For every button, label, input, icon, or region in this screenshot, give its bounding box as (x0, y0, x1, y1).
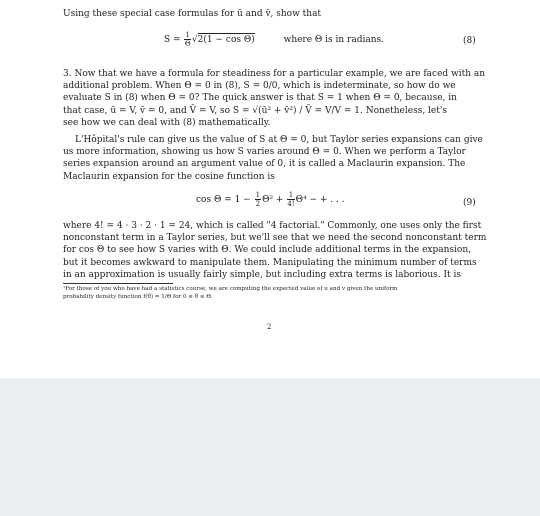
paragraph-4: L'Hôpital's rule can give us the value of S at Θ = 0, but Taylor series expansions can give us more information, showing us how S varies around Θ = 0. When we perform a Taylor series expansion around an argument value of 0, it is called a Maclaurin expansion. The Maclaurin expansion for the cosine function is (63, 135, 483, 182)
paragraph-5: where 4! = 4 · 3 · 2 · 1 = 24, which is called "4 factorial." Commonly, one uses only the first nonconstant term in a Taylor series, but we'll see that we need the second nonconstant term for cos Θ to see how S varies with Θ. We could include additional terms in the expansion, but it becomes awkward to manipulate them. Manipulating the minimum number of terms in an approximation is usually fairly simple, but including extra terms is laborious. It is (63, 221, 487, 280)
equation-9-number: (9) (463, 198, 476, 208)
page-number: 2 (267, 323, 272, 331)
fraction: $\frac{1}{4!}$ (287, 191, 295, 208)
equation-8-number: (8) (463, 36, 476, 46)
fraction: $\frac{1}{\Theta}$ (184, 31, 191, 48)
fraction: $\frac{1}{2}$ (255, 191, 261, 208)
equation-9: cos Θ = 1 − $\frac{1}{2}$ Θ² + $\frac{1}{4!}$ Θ⁴ − + . . . (196, 191, 345, 208)
footnote-rule (63, 283, 173, 284)
paragraph-3: 3. Now that we have a formula for steadiness for a particular example, we are faced with an additional problem. When Θ = 0 in (8), S = 0/0, which is indeterminate, so how do we evaluate S in (8) when Θ = 0? The quick answer is that S = 1 when Θ = 0, because, in that case, ū = V, v̄ = 0, and V̄ = V, so S = √(ū² + v̄²) / V̄ = V/V = 1. Nonetheless, let's see how we can deal with (8) mathematically. (63, 69, 486, 128)
intro-line: Using these special case formulas for ū and v̄, show that (63, 9, 322, 19)
equation-8: S = $\frac{1}{\Theta}$ √2(1 − cos Θ) where Θ is in radians. (164, 31, 385, 48)
footnote: ¹For those of you who have had a statistics course, we are computing the expected value of u and v given the uniform probability density function f(θ) = 1/Θ for 0 ≤ θ ≤ Θ. (63, 286, 398, 300)
